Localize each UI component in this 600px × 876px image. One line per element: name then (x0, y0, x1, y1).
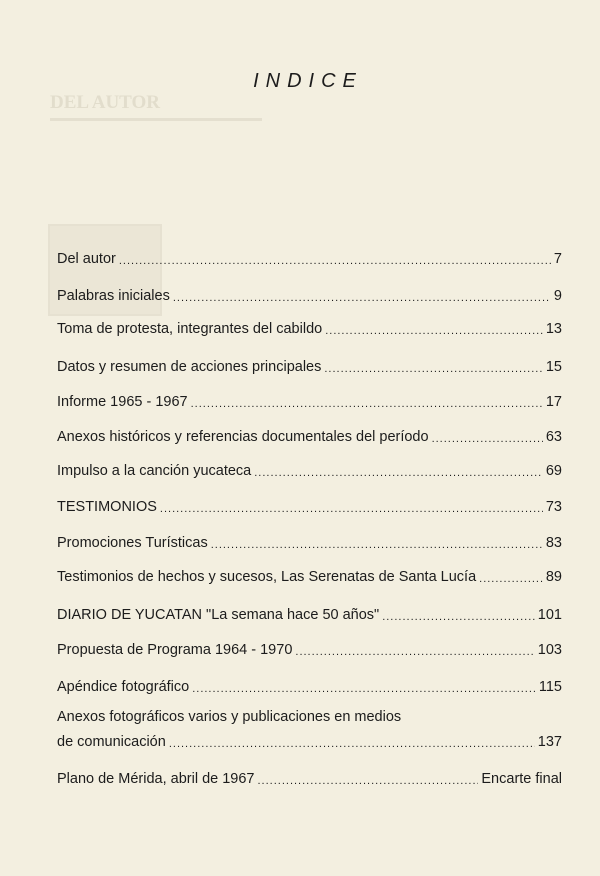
leader-dots (479, 572, 543, 586)
toc-entry (57, 709, 562, 751)
toc-entry-page: 13 (545, 321, 562, 337)
bleed-through-heading: DEL AUTOR (50, 92, 160, 113)
toc-entry-page: 83 (545, 535, 562, 551)
toc-entry-label: Promociones Turísticas (57, 535, 208, 551)
toc-entry (57, 534, 562, 552)
toc-entry (57, 770, 562, 788)
toc-entry-label: Impulso a la canción yucateca (57, 463, 252, 479)
toc-entry (57, 250, 562, 268)
leader-dots (432, 432, 543, 446)
toc-entry (57, 498, 562, 516)
toc-entry-label: Del autor (57, 251, 116, 267)
toc-entry-page: 115 (538, 679, 562, 695)
toc-entry (57, 606, 562, 624)
toc-entry-page: 15 (545, 359, 562, 375)
leader-dots (382, 610, 535, 624)
toc-entry-page: 103 (537, 642, 562, 658)
toc-entry (57, 568, 562, 586)
toc-entry (57, 428, 562, 446)
leader-dots (119, 254, 551, 268)
toc-entry-label: Informe 1965 - 1967 (57, 394, 188, 410)
toc-entry (57, 320, 562, 338)
leader-dots (191, 397, 543, 411)
toc-entry-label: Toma de protesta, integrantes del cabildo (57, 321, 323, 337)
toc-entry-label: Datos y resumen de acciones principales (57, 359, 322, 375)
leader-dots (160, 502, 543, 516)
toc-entry-label: Testimonios de hechos y sucesos, Las Serenatas de Santa Lucía (57, 569, 477, 585)
leader-dots (169, 737, 535, 751)
toc-entry-label: DIARIO DE YUCATAN "La semana hace 50 años" (57, 607, 380, 623)
toc-entry-page: 9 (553, 288, 562, 304)
toc-entry-label: Plano de Mérida, abril de 1967 (57, 771, 255, 787)
toc-entry-label: TESTIMONIOS (57, 499, 157, 515)
toc-entry-page: 17 (545, 394, 562, 410)
toc-entry-label: de comunicación (57, 734, 166, 750)
page-title: INDICE (253, 70, 363, 92)
toc-entry-page: 89 (545, 569, 562, 585)
leader-dots (192, 682, 536, 696)
toc-entry (57, 462, 562, 480)
leader-dots (211, 538, 543, 552)
leader-dots (173, 291, 551, 305)
toc-entry-label: Palabras iniciales (57, 288, 170, 304)
toc-entry-page: 137 (537, 734, 562, 750)
toc-entry-page: 63 (545, 429, 562, 445)
toc-entry (57, 393, 562, 411)
toc-entry-page: 7 (553, 251, 562, 267)
toc-entry-label: Anexos históricos y referencias documentales del período (57, 429, 429, 445)
leader-dots (254, 466, 543, 480)
toc-entry-label: Propuesta de Programa 1964 - 1970 (57, 642, 293, 658)
toc-entry (57, 678, 562, 696)
leader-dots (324, 362, 543, 376)
toc-entry-page: 101 (537, 607, 562, 623)
toc-entry-label: Apéndice fotográfico (57, 679, 190, 695)
toc-entry-page: 73 (545, 499, 562, 515)
leader-dots (258, 774, 479, 788)
toc-entry (57, 287, 562, 305)
toc-entry-label-line1: Anexos fotográficos varios y publicaciones en medios (57, 709, 402, 725)
toc-entry (57, 358, 562, 376)
bleed-through-rule (50, 118, 262, 121)
leader-dots (325, 324, 543, 338)
toc-entry-page: Encarte final (481, 771, 562, 787)
toc-entry-page: 69 (545, 463, 562, 479)
leader-dots (295, 645, 534, 659)
toc-entry (57, 641, 562, 659)
